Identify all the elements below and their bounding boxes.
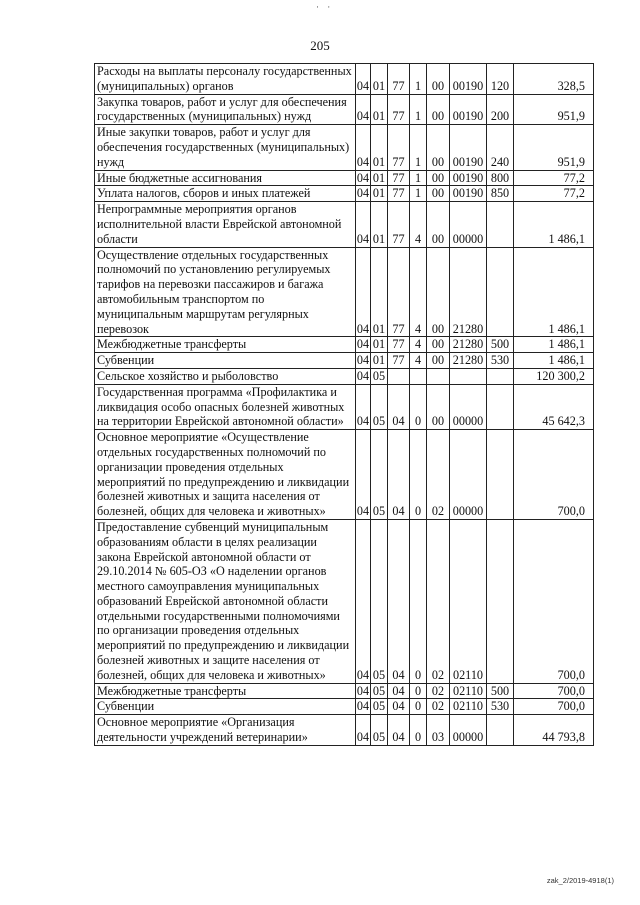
cell-rz: 04 [356, 94, 371, 125]
cell-vr: 240 [487, 125, 514, 170]
cell-p1: 04 [388, 683, 410, 699]
cell-p2: 0 [410, 384, 427, 429]
cell-p4: 21280 [450, 247, 487, 337]
cell-vr: 500 [487, 683, 514, 699]
cell-amount: 1 486,1 [514, 247, 594, 337]
cell-p1: 77 [388, 125, 410, 170]
cell-vr: 850 [487, 186, 514, 202]
table-row [95, 384, 594, 429]
budget-table [94, 63, 594, 746]
cell-p4: 00000 [450, 715, 487, 746]
cell-p3: 00 [427, 64, 450, 95]
cell-p4: 02110 [450, 699, 487, 715]
cell-p1: 77 [388, 353, 410, 369]
cell-p1: 77 [388, 64, 410, 95]
cell-rz: 04 [356, 519, 371, 683]
cell-p4: 00190 [450, 186, 487, 202]
cell-name: Предоставление субвенций муниципальным образованиям области в целях реализации закона Еврейской автономной области от 29.10.2014 № 605-ОЗ «О наделении органов местного самоуправления муниципальных образований Еврейской автономной области отдельными государственными полномочиями по организации проведения отдельных мероприятий по предупреждению и ликвидации болезней животных и защите населения от болезней, общих для человека и животных» [95, 519, 356, 683]
cell-name: Осуществление отдельных государственных полномочий по установлению регулируемых тарифов на перевозки пассажиров и багажа автомобильным транспортом по муниципальным маршрутам регулярных перевозок [95, 247, 356, 337]
cell-pr: 05 [371, 430, 388, 520]
cell-p2: 4 [410, 247, 427, 337]
cell-amount: 1 486,1 [514, 202, 594, 247]
cell-p4: 00000 [450, 430, 487, 520]
cell-amount: 328,5 [514, 64, 594, 95]
cell-name: Расходы на выплаты персоналу государственных (муниципальных) органов [95, 64, 356, 95]
cell-p2: 0 [410, 715, 427, 746]
cell-amount: 44 793,8 [514, 715, 594, 746]
cell-p1: 77 [388, 170, 410, 186]
cell-pr: 05 [371, 368, 388, 384]
cell-p1: 04 [388, 519, 410, 683]
cell-name: Уплата налогов, сборов и иных платежей [95, 186, 356, 202]
cell-p2 [410, 368, 427, 384]
cell-rz: 04 [356, 430, 371, 520]
cell-p2: 4 [410, 337, 427, 353]
cell-p3: 00 [427, 202, 450, 247]
cell-rz: 04 [356, 683, 370, 698]
cell-pr: 01 [371, 186, 388, 202]
cell-vr [487, 368, 514, 384]
cell-name: Основное мероприятие «Организация деятельности учреждений ветеринарии» [95, 715, 356, 746]
page-number: 205 [310, 38, 330, 53]
cell-p2: 4 [410, 353, 427, 369]
cell-p2: 0 [410, 430, 427, 520]
cell-p4: 02110 [450, 683, 487, 699]
table-row [95, 683, 594, 699]
cell-amount: 951,9 [514, 125, 594, 170]
table-row [95, 202, 594, 247]
cell-p3: 00 [427, 384, 450, 429]
cell-name: Государственная программа «Профилактика и ликвидация особо опасных болезней животных на территории Еврейской автономной области» [95, 384, 356, 429]
cell-p4 [450, 368, 487, 384]
cell-rz: 04 [356, 202, 371, 247]
table-row [95, 699, 594, 715]
cell-name: Закупка товаров, работ и услуг для обеспечения государственных (муниципальных) нужд [95, 94, 356, 125]
cell-p2: 4 [410, 202, 427, 247]
cell-name: Иные закупки товаров, работ и услуг для обеспечения государственных (муниципальных) нужд [95, 125, 356, 170]
table-row [95, 353, 594, 369]
cell-p1: 04 [388, 715, 410, 746]
cell-p1: 04 [388, 384, 410, 429]
cell-p2: 1 [410, 186, 427, 202]
cell-amount: 45 642,3 [514, 384, 594, 429]
cell-p1: 04 [388, 430, 410, 520]
cell-rz: 04 [356, 368, 370, 383]
cell-p4: 00000 [450, 202, 487, 247]
cell-name: Межбюджетные трансферты [95, 683, 356, 699]
cell-pr: 01 [371, 64, 388, 95]
cell-name: Основное мероприятие «Осуществление отдельных государственных полномочий по организации проведения отдельных мероприятий по предупреждению и ликвидации болезней животных и защита населения от болезней, общих для человека и животных» [95, 430, 356, 520]
cell-amount: 700,0 [514, 683, 594, 699]
cell-p3 [427, 368, 450, 384]
cell-rz: 04 [356, 715, 371, 746]
cell-p3: 00 [427, 247, 450, 337]
cell-p2: 1 [410, 94, 427, 125]
cell-p3: 00 [427, 94, 450, 125]
cell-p3: 00 [427, 337, 450, 353]
cell-vr: 530 [487, 699, 514, 715]
cell-pr: 05 [371, 683, 388, 699]
table-row [95, 337, 594, 353]
cell-p2: 0 [410, 699, 427, 715]
cell-p3: 00 [427, 186, 450, 202]
cell-p1: 77 [388, 94, 410, 125]
cell-rz: 04 [356, 699, 370, 714]
cell-p1: 77 [388, 247, 410, 337]
cell-p4: 00190 [450, 170, 487, 186]
cell-name: Межбюджетные трансферты [95, 337, 356, 353]
table-row [95, 64, 594, 95]
cell-name: Иные бюджетные ассигнования [95, 170, 356, 186]
cell-amount: 1 486,1 [514, 353, 594, 369]
cell-p1: 04 [388, 699, 410, 715]
cell-p3: 00 [427, 125, 450, 170]
cell-p4: 00190 [450, 64, 487, 95]
cell-amount: 77,2 [514, 186, 594, 202]
table-row [95, 430, 594, 520]
cell-pr: 05 [371, 699, 388, 715]
cell-rz: 04 [356, 247, 371, 337]
cell-p4: 00190 [450, 94, 487, 125]
cell-p4: 02110 [450, 519, 487, 683]
table-row [95, 125, 594, 170]
cell-p2: 0 [410, 519, 427, 683]
cell-rz: 04 [356, 384, 371, 429]
cell-name: Сельское хозяйство и рыболовство [95, 368, 356, 384]
cell-vr: 530 [487, 353, 514, 369]
cell-p3: 03 [427, 715, 450, 746]
cell-pr: 01 [371, 170, 388, 186]
table-row [95, 94, 594, 125]
cell-p2: 0 [410, 683, 427, 699]
cell-p3: 02 [427, 519, 450, 683]
table-row [95, 247, 594, 337]
cell-pr: 01 [371, 337, 388, 353]
cell-vr: 800 [487, 170, 514, 186]
cell-vr [487, 430, 514, 520]
cell-amount: 700,0 [514, 699, 594, 715]
cell-p4: 21280 [450, 353, 487, 369]
cell-name: Непрограммные мероприятия органов исполнительной власти Еврейской автономной области [95, 202, 356, 247]
cell-vr: 120 [487, 64, 514, 95]
cell-vr [487, 202, 514, 247]
cell-pr: 05 [371, 715, 388, 746]
cell-vr [487, 384, 514, 429]
cell-p4: 21280 [450, 337, 487, 353]
cell-p1: 77 [388, 337, 410, 353]
cell-amount: 700,0 [514, 430, 594, 520]
cell-vr: 500 [487, 337, 514, 353]
cell-p3: 02 [427, 430, 450, 520]
cell-p3: 00 [427, 353, 450, 369]
table-row [95, 368, 594, 384]
cell-rz: 04 [356, 170, 370, 185]
cell-p1: 77 [388, 186, 410, 202]
table-row [95, 519, 594, 683]
cell-pr: 05 [371, 519, 388, 683]
cell-p3: 00 [427, 170, 450, 186]
cell-vr [487, 247, 514, 337]
cell-name: Субвенции [95, 699, 356, 715]
cell-pr: 01 [371, 202, 388, 247]
cell-pr: 01 [371, 125, 388, 170]
table-row [95, 186, 594, 202]
cell-amount: 77,2 [514, 170, 594, 186]
cell-vr: 200 [487, 94, 514, 125]
cell-p3: 02 [427, 699, 450, 715]
cell-rz: 04 [356, 186, 370, 201]
top-marks: · · [316, 2, 334, 12]
cell-vr [487, 519, 514, 683]
cell-p3: 02 [427, 683, 450, 699]
table-row [95, 170, 594, 186]
cell-name: Субвенции [95, 353, 356, 369]
cell-p2: 1 [410, 125, 427, 170]
cell-rz: 04 [356, 353, 370, 368]
cell-p4: 00190 [450, 125, 487, 170]
cell-amount: 120 300,2 [514, 368, 594, 384]
cell-p2: 1 [410, 64, 427, 95]
cell-pr: 05 [371, 384, 388, 429]
cell-p4: 00000 [450, 384, 487, 429]
cell-amount: 700,0 [514, 519, 594, 683]
cell-rz: 04 [356, 64, 371, 95]
cell-pr: 01 [371, 247, 388, 337]
cell-rz: 04 [356, 337, 370, 352]
cell-pr: 01 [371, 353, 388, 369]
cell-p2: 1 [410, 170, 427, 186]
cell-rz: 04 [356, 125, 371, 170]
cell-amount: 951,9 [514, 94, 594, 125]
cell-vr [487, 715, 514, 746]
cell-p1: 77 [388, 202, 410, 247]
table-row [95, 715, 594, 746]
cell-p1 [388, 368, 410, 384]
document-id: zak_2/2019-4918(1) [546, 876, 614, 885]
cell-pr: 01 [371, 94, 388, 125]
cell-amount: 1 486,1 [514, 337, 594, 353]
